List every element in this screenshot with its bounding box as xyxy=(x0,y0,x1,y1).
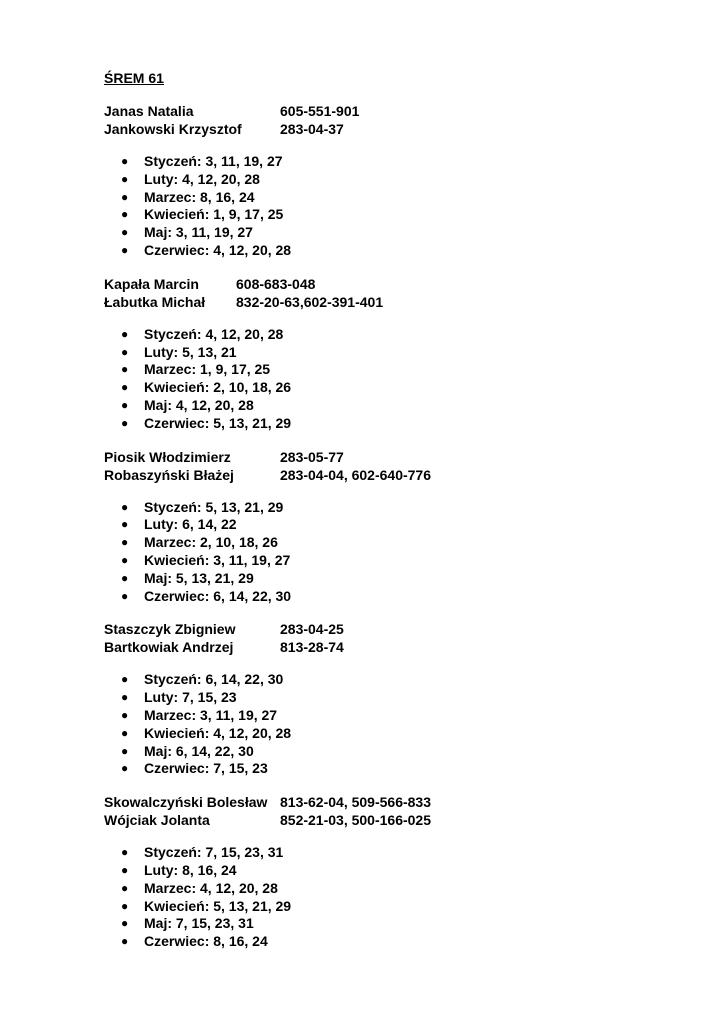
schedule-item xyxy=(104,671,704,689)
schedule-text: Kwiecień: 1, 9, 17, 25 xyxy=(144,206,284,223)
contact-name: Łabutka Michał xyxy=(104,293,206,310)
bullet-icon: ● xyxy=(121,242,129,257)
schedule-text: Maj: 6, 14, 22, 30 xyxy=(144,742,254,759)
schedule-item xyxy=(104,588,704,606)
schedule-list xyxy=(104,326,704,433)
schedule-item xyxy=(104,689,704,707)
contact-row xyxy=(104,448,704,466)
schedule-item xyxy=(104,760,704,778)
schedule-text: Maj: 7, 15, 23, 31 xyxy=(144,915,254,932)
schedule-text: Luty: 6, 14, 22 xyxy=(144,516,237,533)
schedule-item xyxy=(104,189,704,207)
bullet-icon: ● xyxy=(121,707,129,722)
bullet-icon: ● xyxy=(121,415,129,430)
schedule-item xyxy=(104,516,704,534)
contact-groups xyxy=(104,102,704,951)
bullet-icon: ● xyxy=(121,672,129,687)
contact-name: Piosik Włodzimierz xyxy=(104,448,231,465)
bullet-icon: ● xyxy=(121,499,129,514)
contact-name: Skowalczyński Bolesław xyxy=(104,794,268,811)
bullet-icon: ● xyxy=(121,743,129,758)
schedule-item xyxy=(104,915,704,933)
bullet-icon: ● xyxy=(121,862,129,877)
schedule-text: Czerwiec: 5, 13, 21, 29 xyxy=(144,414,292,431)
contact-group xyxy=(104,620,704,778)
contact-row xyxy=(104,638,704,656)
schedule-item xyxy=(104,844,704,862)
schedule-text: Czerwiec: 6, 14, 22, 30 xyxy=(144,587,292,604)
contact-phone: 608-683-048 xyxy=(236,275,316,292)
schedule-item xyxy=(104,499,704,517)
schedule-item xyxy=(104,224,704,242)
contact-phone: 283-04-25 xyxy=(280,621,344,638)
schedule-item xyxy=(104,743,704,761)
schedule-item xyxy=(104,326,704,344)
schedule-text: Maj: 3, 11, 19, 27 xyxy=(144,224,253,241)
contact-group xyxy=(104,793,704,951)
schedule-item xyxy=(104,880,704,898)
schedule-text: Styczeń: 3, 11, 19, 27 xyxy=(144,153,283,169)
schedule-text: Styczeń: 5, 13, 21, 29 xyxy=(144,498,284,515)
schedule-text: Marzec: 8, 16, 24 xyxy=(144,188,255,205)
schedule-item xyxy=(104,898,704,916)
schedule-text: Styczeń: 4, 12, 20, 28 xyxy=(144,325,284,342)
contact-row xyxy=(104,620,704,638)
schedule-text: Styczeń: 7, 15, 23, 31 xyxy=(144,844,284,861)
schedule-text: Marzec: 3, 11, 19, 27 xyxy=(144,706,278,723)
bullet-icon: ● xyxy=(121,344,129,359)
schedule-item xyxy=(104,415,704,433)
schedule-text: Kwiecień: 4, 12, 20, 28 xyxy=(144,724,292,741)
schedule-item xyxy=(104,206,704,224)
schedule-text: Kwiecień: 3, 11, 19, 27 xyxy=(144,551,291,568)
bullet-icon: ● xyxy=(121,880,129,895)
contact-name: Kapała Marcin xyxy=(104,275,199,292)
contact-phone: 832-20-63,602-391-401 xyxy=(236,293,384,310)
contact-name: Bartkowiak Andrzej xyxy=(104,639,234,656)
schedule-text: Maj: 5, 13, 21, 29 xyxy=(144,569,254,586)
schedule-text: Luty: 7, 15, 23 xyxy=(144,689,237,706)
bullet-icon: ● xyxy=(121,934,129,949)
bullet-icon: ● xyxy=(121,588,129,603)
contact-group xyxy=(104,448,704,606)
schedule-text: Czerwiec: 7, 15, 23 xyxy=(144,760,268,777)
contact-group xyxy=(104,275,704,433)
schedule-text: Maj: 4, 12, 20, 28 xyxy=(144,396,254,413)
schedule-text: Marzec: 4, 12, 20, 28 xyxy=(144,879,278,896)
bullet-icon: ● xyxy=(121,171,129,186)
schedule-item xyxy=(104,725,704,743)
bullet-icon: ● xyxy=(121,845,129,860)
contact-name: Robaszyński Błażej xyxy=(104,466,234,483)
bullet-icon: ● xyxy=(121,380,129,395)
contact-row xyxy=(104,811,704,829)
contact-row xyxy=(104,102,704,120)
bullet-icon: ● xyxy=(121,690,129,705)
schedule-item xyxy=(104,153,704,171)
contact-phone: 813-62-04, 509-566-833 xyxy=(280,794,432,811)
bullet-icon: ● xyxy=(121,154,129,168)
schedule-list xyxy=(104,499,704,606)
bullet-icon: ● xyxy=(121,397,129,412)
schedule-text: Luty: 5, 13, 21 xyxy=(144,343,237,360)
bullet-icon: ● xyxy=(121,535,129,550)
contact-name: Janas Natalia xyxy=(104,103,194,119)
schedule-item xyxy=(104,397,704,415)
bullet-icon: ● xyxy=(121,225,129,240)
bullet-icon: ● xyxy=(121,570,129,585)
bullet-icon: ● xyxy=(121,898,129,913)
schedule-text: Luty: 8, 16, 24 xyxy=(144,861,237,878)
schedule-item xyxy=(104,933,704,951)
contact-phone: 605-551-901 xyxy=(280,103,360,119)
contact-row xyxy=(104,466,704,484)
schedule-item xyxy=(104,534,704,552)
schedule-text: Kwiecień: 2, 10, 18, 26 xyxy=(144,379,292,396)
contact-row xyxy=(104,275,704,293)
schedule-item xyxy=(104,862,704,880)
bullet-icon: ● xyxy=(121,552,129,567)
bullet-icon: ● xyxy=(121,916,129,931)
bullet-icon: ● xyxy=(121,725,129,740)
schedule-text: Styczeń: 6, 14, 22, 30 xyxy=(144,671,284,688)
schedule-text: Czerwiec: 8, 16, 24 xyxy=(144,933,268,950)
document-page xyxy=(104,70,704,966)
schedule-list xyxy=(104,153,704,260)
schedule-item xyxy=(104,552,704,570)
contact-phone: 283-04-37 xyxy=(280,121,344,137)
contact-name: Jankowski Krzysztof xyxy=(104,121,242,137)
schedule-list xyxy=(104,671,704,778)
schedule-item xyxy=(104,171,704,189)
contact-row xyxy=(104,793,704,811)
schedule-item xyxy=(104,379,704,397)
bullet-icon: ● xyxy=(121,517,129,532)
contact-phone: 283-05-77 xyxy=(280,448,344,465)
contact-group xyxy=(104,102,704,260)
schedule-item xyxy=(104,242,704,260)
contact-phone: 852-21-03, 500-166-025 xyxy=(280,812,432,829)
contact-phone: 283-04-04, 602-640-776 xyxy=(280,466,432,483)
contact-phone: 813-28-74 xyxy=(280,639,344,656)
bullet-icon: ● xyxy=(121,326,129,341)
schedule-text: Marzec: 2, 10, 18, 26 xyxy=(144,534,278,551)
contact-name: Wójciak Jolanta xyxy=(104,812,210,829)
bullet-icon: ● xyxy=(121,761,129,776)
schedule-text: Czerwiec: 4, 12, 20, 28 xyxy=(144,241,292,258)
schedule-item xyxy=(104,344,704,362)
bullet-icon: ● xyxy=(121,362,129,377)
contact-row xyxy=(104,120,704,138)
schedule-list xyxy=(104,844,704,951)
schedule-item xyxy=(104,361,704,379)
schedule-text: Kwiecień: 5, 13, 21, 29 xyxy=(144,897,292,914)
schedule-item xyxy=(104,570,704,588)
contact-row xyxy=(104,293,704,311)
schedule-item xyxy=(104,707,704,725)
page-title: ŚREM 61 xyxy=(104,70,164,86)
schedule-text: Marzec: 1, 9, 17, 25 xyxy=(144,361,271,378)
schedule-text: Luty: 4, 12, 20, 28 xyxy=(144,170,260,187)
contact-name: Staszczyk Zbigniew xyxy=(104,621,236,638)
bullet-icon: ● xyxy=(121,207,129,222)
bullet-icon: ● xyxy=(121,189,129,204)
